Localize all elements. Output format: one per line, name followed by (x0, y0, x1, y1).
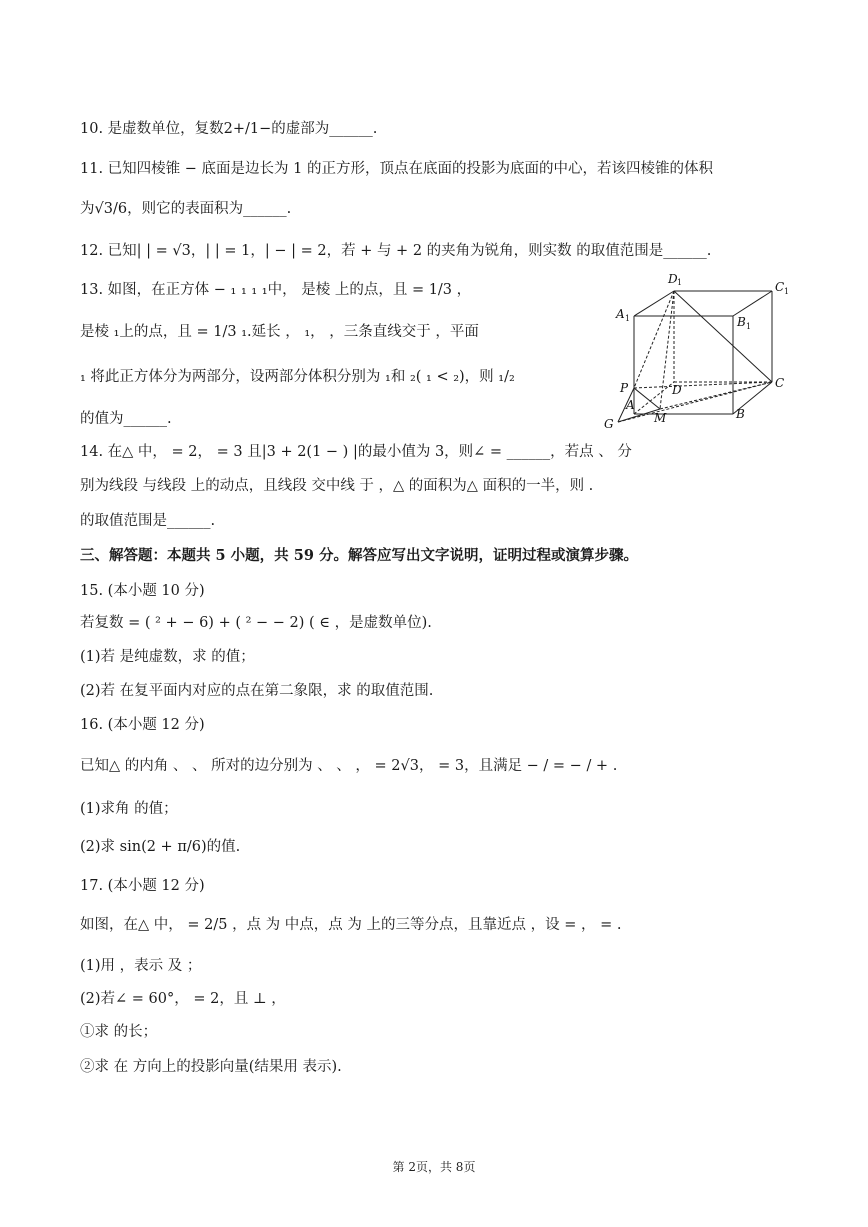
q15-stem: 若复数 = ( ² + − 6) + ( ² − − 2) ( ∈ ，是虚数单位). (80, 615, 432, 631)
page-footer: 第 2页，共 8页 (392, 1160, 476, 1174)
label-d: D (672, 383, 682, 397)
q17-subpart1: ①求 的长； (80, 1024, 158, 1040)
label-c1: C (775, 280, 785, 294)
q16-part1: (1)求角 的值； (80, 801, 178, 817)
q17-stem: 如图，在△ 中， = 2/5 ，点 为 中点，点 为 上的三等分点，且靠近点 ，设 = ， = . (80, 917, 622, 933)
label-m: M (654, 411, 667, 425)
label-p: P (620, 381, 629, 395)
line-p-m (634, 388, 660, 409)
label-d1-sub: 1 (677, 278, 683, 287)
label-b: B (736, 407, 745, 421)
q14-line-1: 14. 在△ 中， = 2， = 3 且|3 + 2(1 − ) |的最小值为 3，则∠ = ______，若点 、 分 (80, 444, 632, 460)
q13-line-2: 是棱 ₁上的点，且 = 1/3 ₁.延长 ， ₁， ，三条直线交于 ，平面 (80, 324, 479, 340)
label-c: C (775, 376, 785, 390)
q15-heading: 15. (本小题 10 分) (80, 583, 205, 599)
q17-part2: (2)若∠ = 60°， = 2，且 ⊥ ， (80, 991, 286, 1007)
q13-line-3: ₁ 将此正方体分为两部分，设两部分体积分别为 ₁和 ₂( ₁ < ₂)，则 ₁/₂ (80, 369, 515, 385)
q15-part1: (1)若 是纯虚数，求 的值； (80, 649, 255, 665)
q17-part1: (1)用 ，表示 及 ； (80, 958, 202, 974)
q13-line-4: 的值为______. (80, 411, 172, 427)
section-heading: 三、解答题：本题共 5 小题，共 59 分。解答应写出文字说明，证明过程或演算步骤。 (80, 547, 638, 564)
q14-line-3: 的取值范围是______. (80, 513, 216, 529)
label-c1-sub: 1 (784, 287, 790, 296)
label-a1-sub: 1 (625, 314, 631, 323)
line-d1-c (674, 291, 772, 382)
q16-stem: 已知△ 的内角 、 、 所对的边分别为 、 、 ， = 2√3， = 3，且满足 − / = − / + . (80, 758, 618, 774)
q10-line: 10. 是虚数单位，复数2+/1−的虚部为______. (80, 121, 378, 137)
label-b1-sub: 1 (746, 322, 752, 331)
q16-heading: 16. (本小题 12 分) (80, 717, 205, 733)
edge-b1-c1 (733, 291, 772, 316)
label-b1: B (737, 315, 746, 329)
q13-line-1: 13. 如图，在正方体 − ₁ ₁ ₁ ₁中， 是棱 上的点，且 = 1/3 ， (80, 282, 472, 298)
q11-line-2: 为√3/6，则它的表面积为______. (80, 201, 292, 217)
q12-line: 12. 已知| | = √3，| | = 1，| − | = 2，若 + 与 + 2 的夹角为锐角，则实数 的取值范围是______. (80, 243, 712, 259)
q17-subpart2: ②求 在 方向上的投影向量(结果用 表示). (80, 1059, 342, 1075)
cube-figure (596, 266, 796, 432)
q17-heading: 17. (本小题 12 分) (80, 878, 205, 894)
label-g: G (604, 417, 614, 431)
edge-a1-d1 (634, 291, 674, 316)
q16-part2: (2)求 sin(2 + π/6)的值. (80, 839, 241, 855)
line-d1-p (634, 291, 674, 388)
q15-part2: (2)若 在复平面内对应的点在第二象限，求 的取值范围. (80, 683, 434, 699)
q11-line-1: 11. 已知四棱锥 − 底面是边长为 1 的正方形，顶点在底面的投影为底面的中心，若该四棱锥的体积 (80, 161, 713, 177)
label-a1: A (616, 307, 625, 321)
q14-line-2: 别为线段 与线段 上的动点，且线段 交中线 于 ，△ 的面积为△ 面积的一半，则 . (80, 478, 594, 494)
label-d1: D (668, 272, 678, 286)
label-a: A (626, 398, 635, 412)
